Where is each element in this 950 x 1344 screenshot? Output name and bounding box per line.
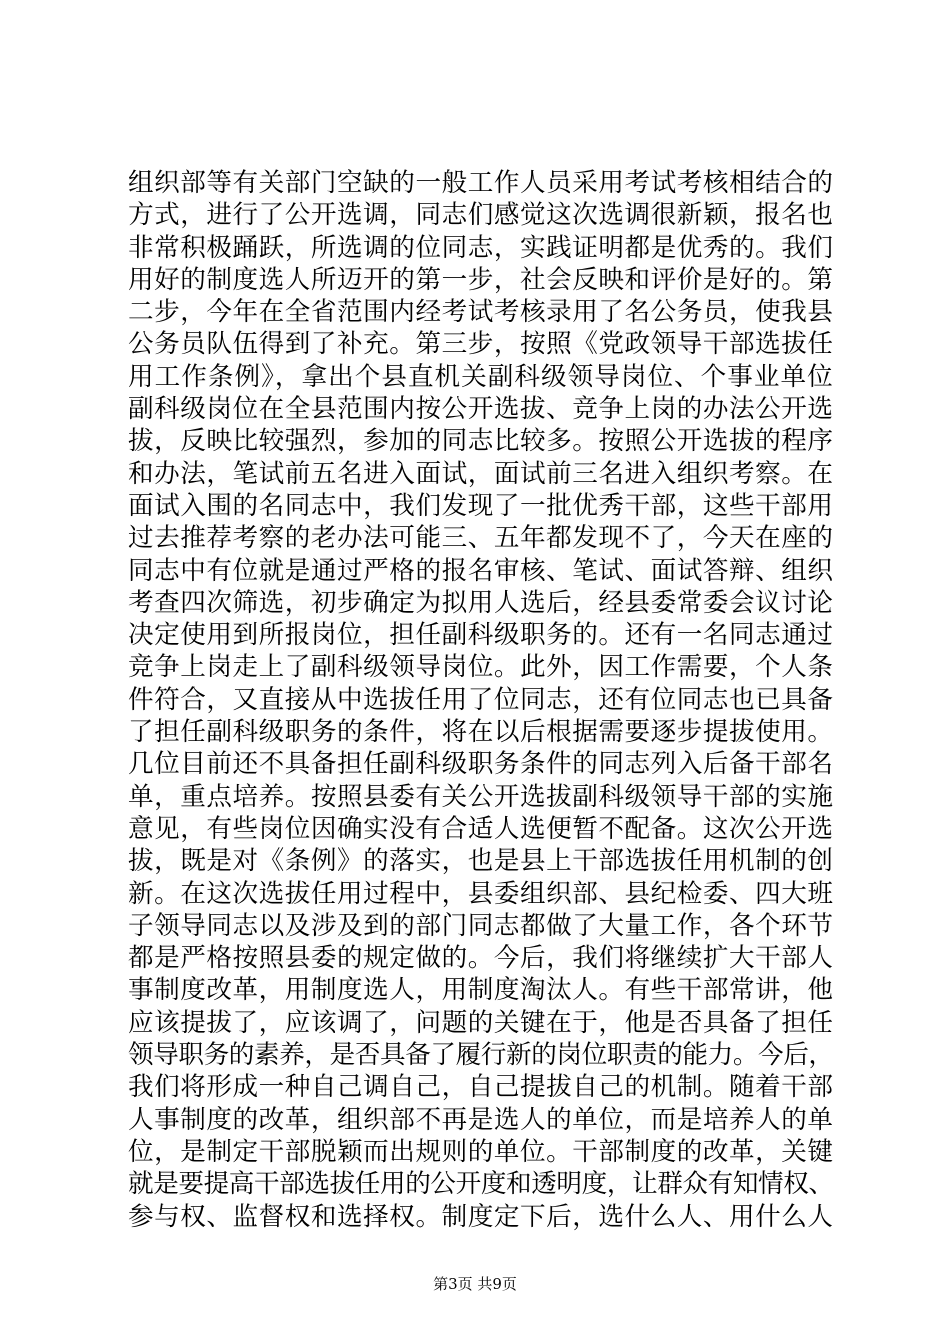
text-line: 事制度改革，用制度选人，用制度淘汰人。有些干部常讲，他: [128, 975, 834, 1006]
text-line: 几位目前还不具备担任副科级职务条件的同志列入后备干部名: [128, 749, 834, 780]
text-line: 位，是制定干部脱颖而出规则的单位。干部制度的改革，关键: [128, 1136, 834, 1167]
text-line: 过去推荐考察的老办法可能三、五年都发现不了，今天在座的: [128, 523, 834, 554]
text-line: 意见，有些岗位因确实没有合适人选便暂不配备。这次公开选: [128, 813, 834, 844]
text-line: 拔，反映比较强烈，参加的同志比较多。按照公开选拔的程序: [128, 426, 834, 457]
text-line: 就是要提高干部选拔任用的公开度和透明度，让群众有知情权、: [128, 1169, 834, 1200]
text-line: 都是严格按照县委的规定做的。今后，我们将继续扩大干部人: [128, 943, 834, 974]
text-line: 决定使用到所报岗位，担任副科级职务的。还有一名同志通过: [128, 620, 834, 651]
text-line: 同志中有位就是通过严格的报名审核、笔试、面试答辩、组织: [128, 555, 834, 586]
body-text: [128, 167, 834, 1233]
text-line: 二步，今年在全省范围内经考试考核录用了名公务员，使我县: [128, 297, 834, 328]
text-line: 方式，进行了公开选调，同志们感觉这次选调很新颖，报名也: [128, 200, 834, 231]
text-line: 非常积极踊跃，所选调的位同志，实践证明都是优秀的。我们: [128, 232, 834, 263]
text-line: 竞争上岗走上了副科级领导岗位。此外，因工作需要，个人条: [128, 652, 834, 683]
text-line: 用好的制度选人所迈开的第一步，社会反映和评价是好的。第: [128, 264, 834, 295]
text-line: 和办法，笔试前五名进入面试，面试前三名进入组织考察。在: [128, 458, 834, 489]
text-line: 组织部等有关部门空缺的一般工作人员采用考试考核相结合的: [128, 168, 834, 198]
text-line: 副科级岗位在全县范围内按公开选拔、竞争上岗的办法公开选: [128, 394, 834, 425]
text-line: 公务员队伍得到了补充。第三步，按照《党政领导干部选拔任: [128, 329, 834, 360]
text-line: 了担任副科级职务的条件，将在以后根据需要逐步提拔使用。: [128, 717, 834, 748]
text-line: 领导职务的素养，是否具备了履行新的岗位职责的能力。今后，: [128, 1040, 834, 1071]
text-line: 用工作条例》，拿出个县直机关副科级领导岗位、个事业单位: [128, 361, 834, 392]
text-line: 单，重点培养。按照县委有关公开选拔副科级领导干部的实施: [128, 781, 834, 812]
page-footer: 第3页 共9页: [433, 1275, 517, 1293]
text-line: 子领导同志以及涉及到的部门同志都做了大量工作，各个环节: [128, 910, 834, 941]
text-line: 参与权、监督权和选择权。制度定下后，选什么人、用什么人: [128, 1201, 834, 1232]
text-line: 考查四次筛选，初步确定为拟用人选后，经县委常委会议讨论: [128, 587, 834, 618]
text-line: 拔，既是对《条例》的落实，也是县上干部选拔任用机制的创: [128, 846, 834, 877]
text-line: 人事制度的改革，组织部不再是选人的单位，而是培养人的单: [128, 1104, 834, 1135]
text-line: 我们将形成一种自己调自己，自己提拔自己的机制。随着干部: [128, 1072, 834, 1103]
text-line: 新。在这次选拔任用过程中，县委组织部、县纪检委、四大班: [128, 878, 834, 909]
text-line: 件符合，又直接从中选拔任用了位同志，还有位同志也已具备: [128, 684, 834, 715]
text-line: 面试入围的名同志中，我们发现了一批优秀干部，这些干部用: [128, 490, 834, 521]
text-line: 应该提拔了，应该调了，问题的关键在于，他是否具备了担任: [128, 1007, 834, 1038]
